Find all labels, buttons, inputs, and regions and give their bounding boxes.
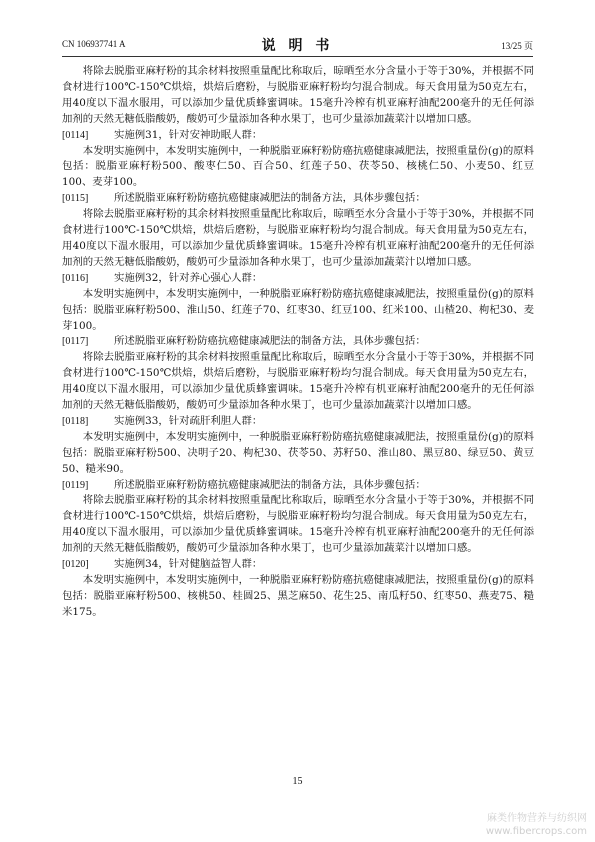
watermark-site-name: 麻类作物营养与纺织网 xyxy=(487,813,587,824)
document-header xyxy=(62,37,533,55)
numbered-paragraph xyxy=(62,414,534,430)
numbered-paragraph xyxy=(62,128,534,144)
paragraph-number: [0115] xyxy=(62,193,89,205)
paragraph-number: [0114] xyxy=(62,129,89,141)
body-paragraph: 本发明实施例中，本发明实施例中，一种脱脂亚麻籽粉防癌抗癌健康减肥法，按照重量份(g)的原料包括：脱脂亚麻籽粉500、核桃50、桂圆25、黑芝麻50、花生25、南瓜籽50、红枣50、燕麦75、糙米175。 xyxy=(62,574,534,618)
numbered-paragraph xyxy=(62,478,534,494)
page-counter: 13/25 页 xyxy=(501,41,533,51)
paragraph-heading: 实施例34，针对健脑益智人群： xyxy=(114,558,263,571)
paragraph-number: [0119] xyxy=(62,479,89,491)
paragraph-heading: 所述脱脂亚麻籽粉防癌抗癌健康减肥法的制备方法，具体步骤包括： xyxy=(114,478,426,491)
publication-number: CN 106937741 A xyxy=(62,39,126,49)
body-paragraph: 本发明实施例中，本发明实施例中，一种脱脂亚麻籽粉防癌抗癌健康减肥法，按照重量份(g)的原料包括：脱脂亚麻籽粉500、酸枣仁50、百合50、红莲子50、茯苓50、核桃仁50、小麦50、红豆100、麦芽100。 xyxy=(62,144,534,189)
body-paragraph: 将除去脱脂亚麻籽粉的其余材料按照重量配比称取后，晾晒至水分含量小于等于30%，并根据不同食材进行100℃-150℃烘焙，烘焙后磨粉，与脱脂亚麻籽粉均匀混合制成。每天食用量为50克左右，用40度以下温水服用，可以添加少量优质蜂蜜调味。15毫升冷榨有机亚麻籽油配200毫升的无任何添加剂的天然无糖低脂酸奶，酸奶可少量添加各种水果丁，也可少量添加蔬菜汁以增加口感。 xyxy=(62,351,534,412)
paragraph-number: [0117] xyxy=(62,336,89,348)
numbered-paragraph xyxy=(62,557,534,573)
paragraph-heading: 实施例31，针对安神助眠人群： xyxy=(114,128,263,141)
paragraph-heading: 实施例33，针对疏肝利胆人群： xyxy=(114,414,263,427)
numbered-paragraph xyxy=(62,271,534,287)
page-number: 15 xyxy=(292,776,303,787)
header-divider xyxy=(62,56,533,57)
paragraph-heading: 实施例32，针对养心强心人群： xyxy=(114,271,263,284)
document-title: 说 明 书 xyxy=(261,38,334,54)
paragraph-number: [0120] xyxy=(62,559,89,571)
paragraph-heading: 所述脱脂亚麻籽粉防癌抗癌健康减肥法的制备方法，具体步骤包括： xyxy=(114,192,426,205)
body-paragraph: 将除去脱脂亚麻籽粉的其余材料按照重量配比称取后，晾晒至水分含量小于等于30%，并根据不同食材进行100℃-150℃烘焙，烘焙后磨粉，与脱脂亚麻籽粉均匀混合制成。每天食用量为50克左右，用40度以下温水服用，可以添加少量优质蜂蜜调味。15毫升冷榨有机亚麻籽油配200毫升的无任何添加剂的天然无糖低脂酸奶，酸奶可少量添加各种水果丁，也可少量添加蔬菜汁以增加口感。 xyxy=(62,65,534,125)
numbered-paragraph xyxy=(62,191,534,207)
body-paragraph: 本发明实施例中，本发明实施例中，一种脱脂亚麻籽粉防癌抗癌健康减肥法，按照重量份(g)的原料包括：脱脂亚麻籽粉500、决明子20、枸杞30、茯苓50、苏籽50、淮山80、黑豆80、绿豆50、黄豆50、糙米90。 xyxy=(62,430,534,475)
paragraph-number: [0116] xyxy=(62,272,89,284)
site-watermark xyxy=(486,812,587,838)
numbered-paragraph xyxy=(62,334,534,350)
body-paragraph: 本发明实施例中，本发明实施例中，一种脱脂亚麻籽粉防癌抗癌健康减肥法，按照重量份(g)的原料包括：脱脂亚麻籽粉500、淮山50、红莲子70、红枣30、红豆100、红米100、山楂20、枸杞30、麦芽100。 xyxy=(62,287,534,332)
body-paragraph: 将除去脱脂亚麻籽粉的其余材料按照重量配比称取后，晾晒至水分含量小于等于30%，并根据不同食材进行100℃-150℃烘焙，烘焙后磨粉，与脱脂亚麻籽粉均匀混合制成。每天食用量为50克左右，用40度以下温水服用，可以添加少量优质蜂蜜调味。15毫升冷榨有机亚麻籽油配200毫升的无任何添加剂的天然无糖低脂酸奶，酸奶可少量添加各种水果丁，也可少量添加蔬菜汁以增加口感。 xyxy=(62,208,534,268)
body-paragraph: 将除去脱脂亚麻籽粉的其余材料按照重量配比称取后，晾晒至水分含量小于等于30%，并根据不同食材进行100℃-150℃烘焙，烘焙后磨粉，与脱脂亚麻籽粉均匀混合制成。每天食用量为50克左右，用40度以下温水服用，可以添加少量优质蜂蜜调味。15毫升冷榨有机亚麻籽油配200毫升的无任何添加剂的天然无糖低脂酸奶，酸奶可少量添加各种水果丁，也可少量添加蔬菜汁以增加口感。 xyxy=(62,494,534,555)
paragraph-number: [0118] xyxy=(62,415,89,427)
document-body xyxy=(62,64,534,621)
watermark-url: www.fibercrops.com xyxy=(485,826,587,837)
paragraph-heading: 所述脱脂亚麻籽粉防癌抗癌健康减肥法的制备方法，具体步骤包括： xyxy=(114,335,426,348)
